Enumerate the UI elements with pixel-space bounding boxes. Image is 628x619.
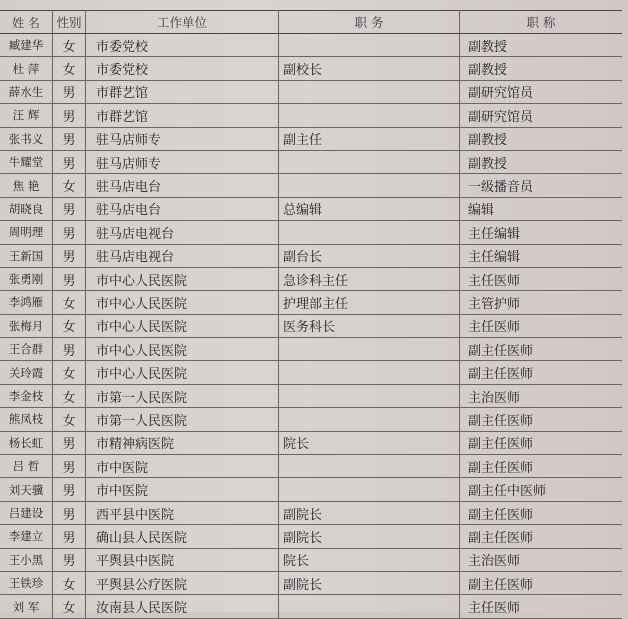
cell-gender: 女	[53, 361, 86, 384]
cell-post	[279, 408, 460, 431]
table-row	[0, 34, 622, 57]
cell-gender: 女	[53, 408, 86, 431]
cell-title: 主任医师	[460, 595, 623, 618]
cell-post: 副院长	[279, 525, 460, 548]
table-row	[0, 221, 622, 244]
cell-gender: 男	[53, 127, 86, 150]
staff-table	[0, 10, 622, 619]
cell-unit: 市群艺馆	[86, 80, 279, 103]
cell-gender: 男	[53, 455, 86, 478]
cell-title: 编辑	[460, 197, 623, 220]
cell-title: 主治医师	[460, 548, 623, 571]
table-header-row	[0, 11, 622, 34]
cell-gender: 男	[53, 244, 86, 267]
cell-gender: 男	[53, 104, 86, 127]
cell-title: 副研究馆员	[460, 104, 623, 127]
cell-gender: 女	[53, 571, 86, 594]
cell-title: 副主任医师	[460, 525, 623, 548]
cell-unit: 市中心人民医院	[86, 291, 279, 314]
cell-post: 副主任	[279, 127, 460, 150]
cell-gender: 女	[53, 384, 86, 407]
cell-post: 副校长	[279, 57, 460, 80]
table-row	[0, 384, 622, 407]
cell-gender: 男	[53, 338, 86, 361]
cell-post	[279, 104, 460, 127]
table-row	[0, 338, 622, 361]
cell-gender: 男	[53, 525, 86, 548]
cell-name: 王小黑	[0, 548, 53, 571]
cell-post	[279, 455, 460, 478]
cell-name: 李鸿雁	[0, 291, 53, 314]
table-row	[0, 244, 622, 267]
cell-unit: 汝南县人民医院	[86, 595, 279, 618]
cell-title: 主任编辑	[460, 244, 623, 267]
table-row	[0, 267, 622, 290]
cell-gender: 男	[53, 150, 86, 173]
cell-post: 院长	[279, 431, 460, 454]
cell-post	[279, 595, 460, 618]
cell-name: 王合群	[0, 338, 53, 361]
cell-name: 周明理	[0, 221, 53, 244]
cell-gender: 女	[53, 595, 86, 618]
cell-name: 薛水生	[0, 80, 53, 103]
cell-post: 总编辑	[279, 197, 460, 220]
cell-name: 李建立	[0, 525, 53, 548]
cell-post	[279, 34, 460, 57]
table-row	[0, 57, 622, 80]
cell-name: 熊凤枝	[0, 408, 53, 431]
cell-title: 主治医师	[460, 384, 623, 407]
table-row	[0, 104, 622, 127]
cell-post: 医务科长	[279, 314, 460, 337]
cell-name: 杜 萍	[0, 57, 53, 80]
cell-gender: 女	[53, 57, 86, 80]
cell-title: 副主任医师	[460, 361, 623, 384]
cell-name: 关玲霞	[0, 361, 53, 384]
cell-name: 张梅月	[0, 314, 53, 337]
cell-title: 副主任医师	[460, 571, 623, 594]
cell-unit: 市第一人民医院	[86, 408, 279, 431]
cell-gender: 女	[53, 314, 86, 337]
cell-gender: 男	[53, 221, 86, 244]
cell-unit: 平舆县公疗医院	[86, 571, 279, 594]
cell-post: 急诊科主任	[279, 267, 460, 290]
cell-title: 副主任医师	[460, 338, 623, 361]
cell-post	[279, 338, 460, 361]
cell-post: 院长	[279, 548, 460, 571]
cell-gender: 男	[53, 501, 86, 524]
cell-post: 副院长	[279, 571, 460, 594]
cell-unit: 驻马店电视台	[86, 221, 279, 244]
table-row	[0, 197, 622, 220]
cell-title: 副主任医师	[460, 408, 623, 431]
cell-post	[279, 150, 460, 173]
cell-post: 副台长	[279, 244, 460, 267]
cell-post	[279, 174, 460, 197]
cell-name: 张勇刚	[0, 267, 53, 290]
cell-title: 主管护师	[460, 291, 623, 314]
cell-gender: 女	[53, 34, 86, 57]
table-row	[0, 548, 622, 571]
cell-unit: 驻马店电视台	[86, 244, 279, 267]
cell-unit: 市中心人民医院	[86, 314, 279, 337]
cell-name: 臧建华	[0, 34, 53, 57]
cell-unit: 市中医院	[86, 478, 279, 501]
table-row	[0, 408, 622, 431]
cell-title: 主任医师	[460, 267, 623, 290]
cell-gender: 男	[53, 267, 86, 290]
table-row	[0, 80, 622, 103]
cell-unit: 驻马店电台	[86, 174, 279, 197]
cell-name: 焦 艳	[0, 174, 53, 197]
cell-title: 主任编辑	[460, 221, 623, 244]
table-row	[0, 431, 622, 454]
cell-gender: 女	[53, 291, 86, 314]
cell-gender: 男	[53, 548, 86, 571]
table-row	[0, 571, 622, 594]
header-name: 姓 名	[0, 11, 53, 34]
cell-title: 副主任医师	[460, 501, 623, 524]
cell-unit: 市中心人民医院	[86, 338, 279, 361]
cell-unit: 确山县人民医院	[86, 525, 279, 548]
cell-post: 护理部主任	[279, 291, 460, 314]
table-row	[0, 361, 622, 384]
cell-unit: 平舆县中医院	[86, 548, 279, 571]
cell-post	[279, 221, 460, 244]
table-row	[0, 525, 622, 548]
cell-post	[279, 384, 460, 407]
table-row	[0, 478, 622, 501]
cell-post: 副院长	[279, 501, 460, 524]
cell-title: 副教授	[460, 57, 623, 80]
table-row	[0, 455, 622, 478]
header-unit: 工作单位	[86, 11, 279, 34]
cell-title: 一级播音员	[460, 174, 623, 197]
cell-post	[279, 80, 460, 103]
cell-unit: 市群艺馆	[86, 104, 279, 127]
cell-gender: 女	[53, 174, 86, 197]
cell-title: 副主任中医师	[460, 478, 623, 501]
cell-unit: 驻马店电台	[86, 197, 279, 220]
header-title: 职 称	[460, 11, 623, 34]
cell-post	[279, 361, 460, 384]
cell-gender: 男	[53, 80, 86, 103]
table-row	[0, 595, 622, 618]
cell-title: 主任医师	[460, 314, 623, 337]
cell-unit: 市第一人民医院	[86, 384, 279, 407]
cell-post	[279, 478, 460, 501]
cell-unit: 市委党校	[86, 57, 279, 80]
header-gender: 性别	[53, 11, 86, 34]
cell-unit: 市中心人民医院	[86, 267, 279, 290]
cell-name: 王新国	[0, 244, 53, 267]
cell-unit: 驻马店师专	[86, 150, 279, 173]
cell-title: 副教授	[460, 127, 623, 150]
cell-name: 胡晓良	[0, 197, 53, 220]
cell-unit: 市中医院	[86, 455, 279, 478]
cell-unit: 市中心人民医院	[86, 361, 279, 384]
cell-name: 牛耀堂	[0, 150, 53, 173]
cell-gender: 男	[53, 431, 86, 454]
cell-unit: 驻马店师专	[86, 127, 279, 150]
cell-title: 副教授	[460, 34, 623, 57]
cell-name: 吕 哲	[0, 455, 53, 478]
table-row	[0, 174, 622, 197]
cell-name: 张书义	[0, 127, 53, 150]
cell-title: 副研究馆员	[460, 80, 623, 103]
table-row	[0, 291, 622, 314]
cell-name: 李金枝	[0, 384, 53, 407]
cell-title: 副主任医师	[460, 455, 623, 478]
table-row	[0, 314, 622, 337]
table-row	[0, 150, 622, 173]
cell-unit: 市委党校	[86, 34, 279, 57]
cell-title: 副主任医师	[460, 431, 623, 454]
header-post: 职 务	[279, 11, 460, 34]
cell-unit: 市精神病医院	[86, 431, 279, 454]
cell-name: 汪 辉	[0, 104, 53, 127]
cell-gender: 男	[53, 478, 86, 501]
table-row	[0, 501, 622, 524]
table-body	[0, 34, 622, 619]
cell-name: 王铁珍	[0, 571, 53, 594]
cell-name: 杨长虹	[0, 431, 53, 454]
cell-unit: 西平县中医院	[86, 501, 279, 524]
cell-name: 吕建设	[0, 501, 53, 524]
cell-name: 刘天骥	[0, 478, 53, 501]
cell-title: 副教授	[460, 150, 623, 173]
cell-name: 刘 军	[0, 595, 53, 618]
cell-gender: 男	[53, 197, 86, 220]
table-row	[0, 127, 622, 150]
